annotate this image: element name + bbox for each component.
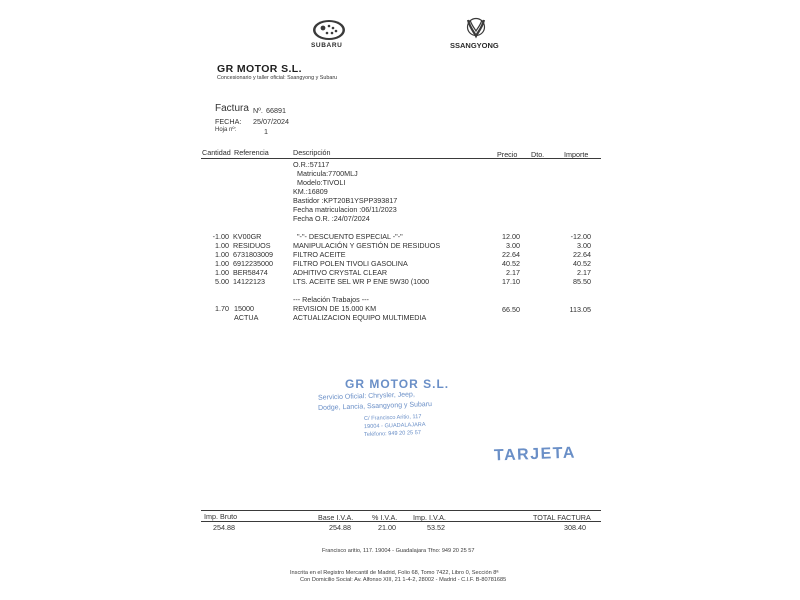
total-factura-label: TOTAL FACTURA	[533, 513, 591, 522]
row-precio: 22.64	[502, 250, 520, 259]
row-importe: 2.17	[577, 268, 591, 277]
stamp-line: 19004 - GUADALAJARA	[363, 421, 426, 431]
invoice-date: 25/07/2024	[253, 117, 289, 126]
row-importe: 40.52	[573, 259, 591, 268]
row-referencia: 6912235000	[233, 259, 273, 268]
row-descripcion: FILTRO ACEITE	[293, 250, 346, 259]
vehicle-info-or: O.R.:57117	[293, 160, 330, 169]
row-importe: 85.50	[573, 277, 591, 286]
imp-iva-value: 53.52	[427, 523, 445, 532]
factura-label: Factura	[215, 103, 249, 114]
pct-iva-label: % I.V.A.	[372, 513, 398, 522]
vehicle-info-bastidor: Bastidor :KPT20B1YSPP393817	[293, 196, 398, 205]
row-descripcion: "-"- DESCUENTO ESPECIAL -"-"	[297, 232, 403, 241]
row-descripcion: ADHITIVO CRYSTAL CLEAR	[293, 268, 388, 277]
stamp-line: Dodge, Lancia, Ssangyong y Subaru	[317, 401, 433, 412]
labor-row-importe: 113.05	[569, 305, 591, 314]
row-cantidad: 5.00	[215, 277, 229, 286]
footer-registry: Con Domicilio Social: Av. Alfonso XIII, 21 1-4-2, 28002 - Madrid - C.I.F. B-80781685	[300, 577, 507, 583]
imp-bruto-label: Imp. Bruto	[204, 512, 238, 521]
labor-row-referencia: 15000	[234, 304, 254, 313]
row-cantidad: 1.00	[215, 241, 229, 250]
subaru-emblem-icon	[305, 18, 353, 44]
vehicle-info-km: KM.:16809	[293, 187, 328, 196]
col-header-dto: Dto.	[531, 150, 545, 159]
labor-row-referencia: ACTUA	[234, 313, 259, 322]
vehicle-info-fecha-or: Fecha O.R. :24/07/2024	[293, 214, 370, 223]
table-header-rule	[201, 158, 601, 159]
row-cantidad: -1.00	[212, 232, 229, 241]
hoja-label: Hoja nº:	[215, 127, 237, 133]
vehicle-info-modelo: Modelo:TIVOLI	[297, 178, 346, 187]
subaru-wordmark: SUBARU	[311, 42, 343, 49]
row-importe: -12.00	[570, 232, 591, 241]
footer-registry: Inscrita en el Registro Mercantil de Madrid, Folio 68, Tomo 7422, Libro 0, Sección 8ª	[290, 570, 499, 576]
company-subtitle: Concesionario y taller oficial: Ssangyong y Subaru	[217, 75, 338, 81]
footer-address: Francisco aritio, 117. 19004 - Guadalajara Tfno: 949 20 25 57	[322, 548, 475, 554]
vehicle-info-fecha-matriculacion: Fecha matriculacion :06/11/2023	[293, 205, 397, 214]
totals-middle-rule	[201, 521, 601, 522]
row-precio: 12.00	[502, 232, 520, 241]
col-header-precio: Precio	[497, 150, 518, 159]
labor-row-cantidad: 1.70	[215, 304, 229, 313]
invoice-number: 66891	[266, 106, 286, 115]
stamp-title: GR MOTOR S.L.	[345, 377, 450, 391]
col-header-importe: Importe	[564, 150, 589, 159]
col-header-cantidad: Cantidad	[202, 148, 231, 157]
row-descripcion: MANIPULACIÓN Y GESTIÓN DE RESIDUOS	[293, 241, 441, 250]
stamp-line: C/ Francisco Aritio, 117	[363, 413, 422, 423]
company-name: GR MOTOR S.L.	[217, 63, 302, 75]
subaru-logo	[305, 18, 353, 52]
row-importe: 3.00	[577, 241, 591, 250]
row-descripcion: FILTRO POLEN TIVOLI GASOLINA	[293, 259, 408, 268]
invoice-number-label: Nº.	[253, 106, 263, 115]
row-cantidad: 1.00	[215, 268, 229, 277]
labor-section-header: --- Relación Trabajos ---	[293, 295, 369, 304]
row-referencia: 6731803009	[233, 250, 273, 259]
row-descripcion: LTS. ACEITE SEL WR P ENE 5W30 (1000	[293, 277, 430, 286]
col-header-descripcion: Descripción	[293, 148, 331, 157]
row-referencia: RESIDUOS	[233, 241, 271, 250]
stamp-line: Teléfono: 949 20 25 57	[363, 430, 422, 438]
labor-row-descripcion: REVISION DE 15.000 KM	[293, 304, 377, 313]
base-iva-value: 254.88	[329, 523, 351, 532]
row-referencia: KV00GR	[233, 232, 262, 241]
ssangyong-wordmark: SSANGYONG	[450, 41, 499, 50]
row-cantidad: 1.00	[215, 250, 229, 259]
total-factura-value: 308.40	[564, 523, 586, 532]
vehicle-info-matricula: Matricula:7700MLJ	[297, 169, 358, 178]
totals-top-rule	[201, 510, 601, 511]
row-cantidad: 1.00	[215, 259, 229, 268]
base-iva-label: Base I.V.A.	[318, 513, 354, 522]
payment-method-stamp: TARJETA	[493, 444, 577, 465]
hoja-number: 1	[264, 127, 268, 136]
labor-row-descripcion: ACTUALIZACION EQUIPO MULTIMEDIA	[293, 313, 427, 322]
ssangyong-logo	[448, 16, 504, 52]
row-precio: 2.17	[506, 268, 520, 277]
row-referencia: 14122123	[233, 277, 265, 286]
col-header-referencia: Referencia	[234, 148, 269, 157]
row-importe: 22.64	[573, 250, 591, 259]
imp-iva-label: Imp. I.V.A.	[413, 513, 446, 522]
row-precio: 3.00	[506, 241, 520, 250]
row-precio: 17.10	[502, 277, 520, 286]
pct-iva-value: 21.00	[378, 523, 396, 532]
row-referencia: BER58474	[233, 268, 268, 277]
fecha-label: FECHA:	[215, 117, 242, 126]
ssangyong-emblem-icon	[448, 16, 504, 40]
row-precio: 40.52	[502, 259, 520, 268]
stamp-line: Servicio Oficial: Chrysler, Jeep,	[317, 391, 415, 402]
imp-bruto-value: 254.88	[213, 523, 235, 532]
labor-row-precio: 66.50	[502, 305, 520, 314]
